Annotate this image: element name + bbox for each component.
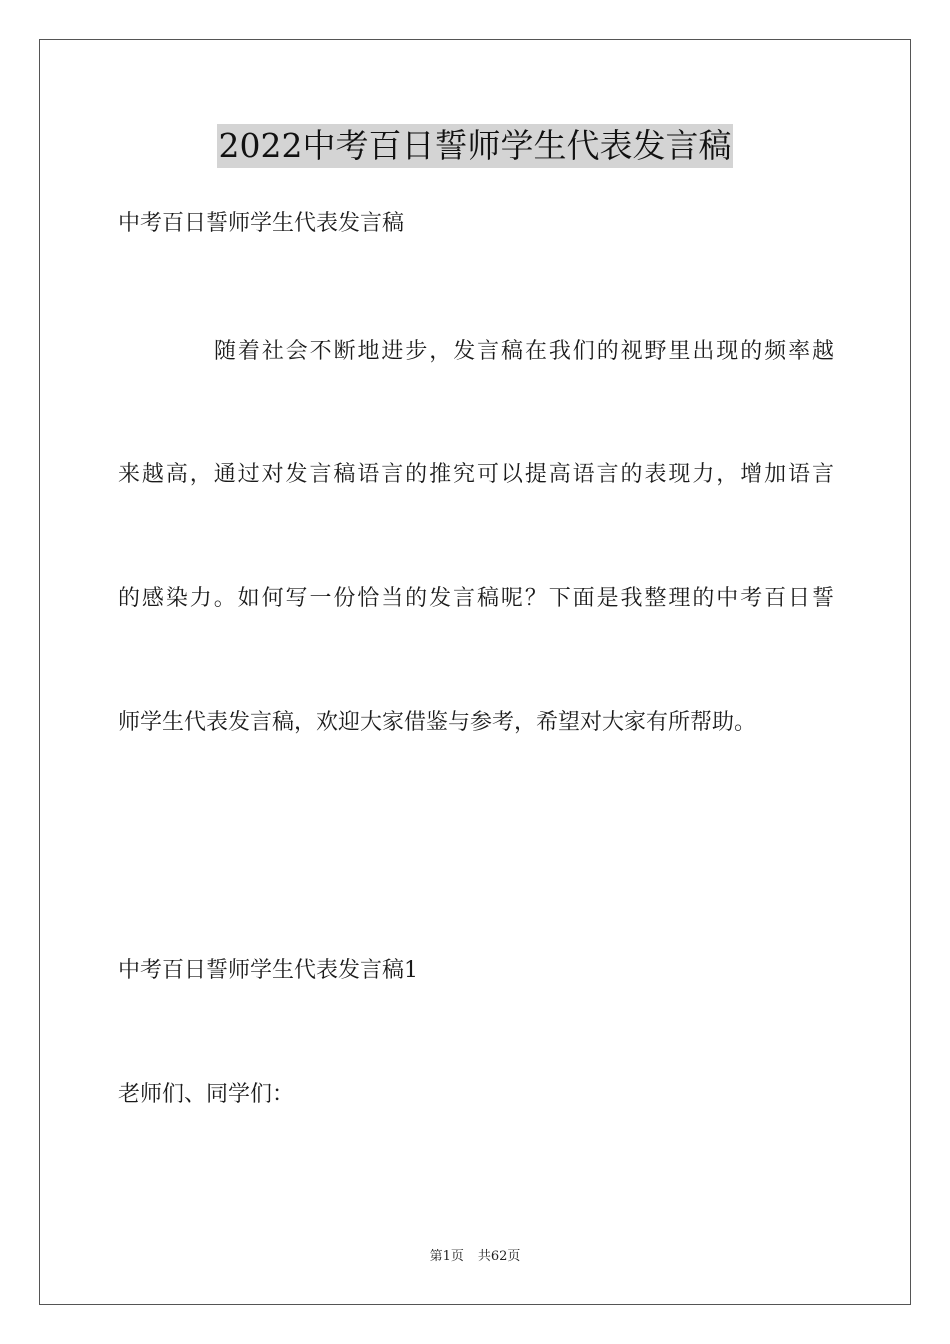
intro-line-1: 随着社会不断地进步，发言稿在我们的视野里出现的频率越: [214, 339, 834, 364]
page-number-current: 第1页: [429, 1249, 464, 1264]
salutation: 老师们、同学们：: [118, 1082, 295, 1107]
document-subtitle: 中考百日誓师学生代表发言稿: [118, 211, 405, 236]
section-heading: 中考百日誓师学生代表发言稿1: [118, 958, 418, 983]
page-number-total: 共62页: [477, 1249, 521, 1264]
intro-line-3: 的感染力。如何写一份恰当的发言稿呢？下面是我整理的中考百日誓: [118, 586, 834, 611]
page-footer: [0, 1248, 950, 1266]
intro-line-2: 来越高，通过对发言稿语言的推究可以提高语言的表现力，增加语言: [118, 462, 834, 487]
title-container: [0, 124, 950, 168]
document-title: 2022中考百日誓师学生代表发言稿: [217, 124, 734, 168]
intro-line-4: 师学生代表发言稿，欢迎大家借鉴与参考，希望对大家有所帮助。: [118, 710, 757, 735]
